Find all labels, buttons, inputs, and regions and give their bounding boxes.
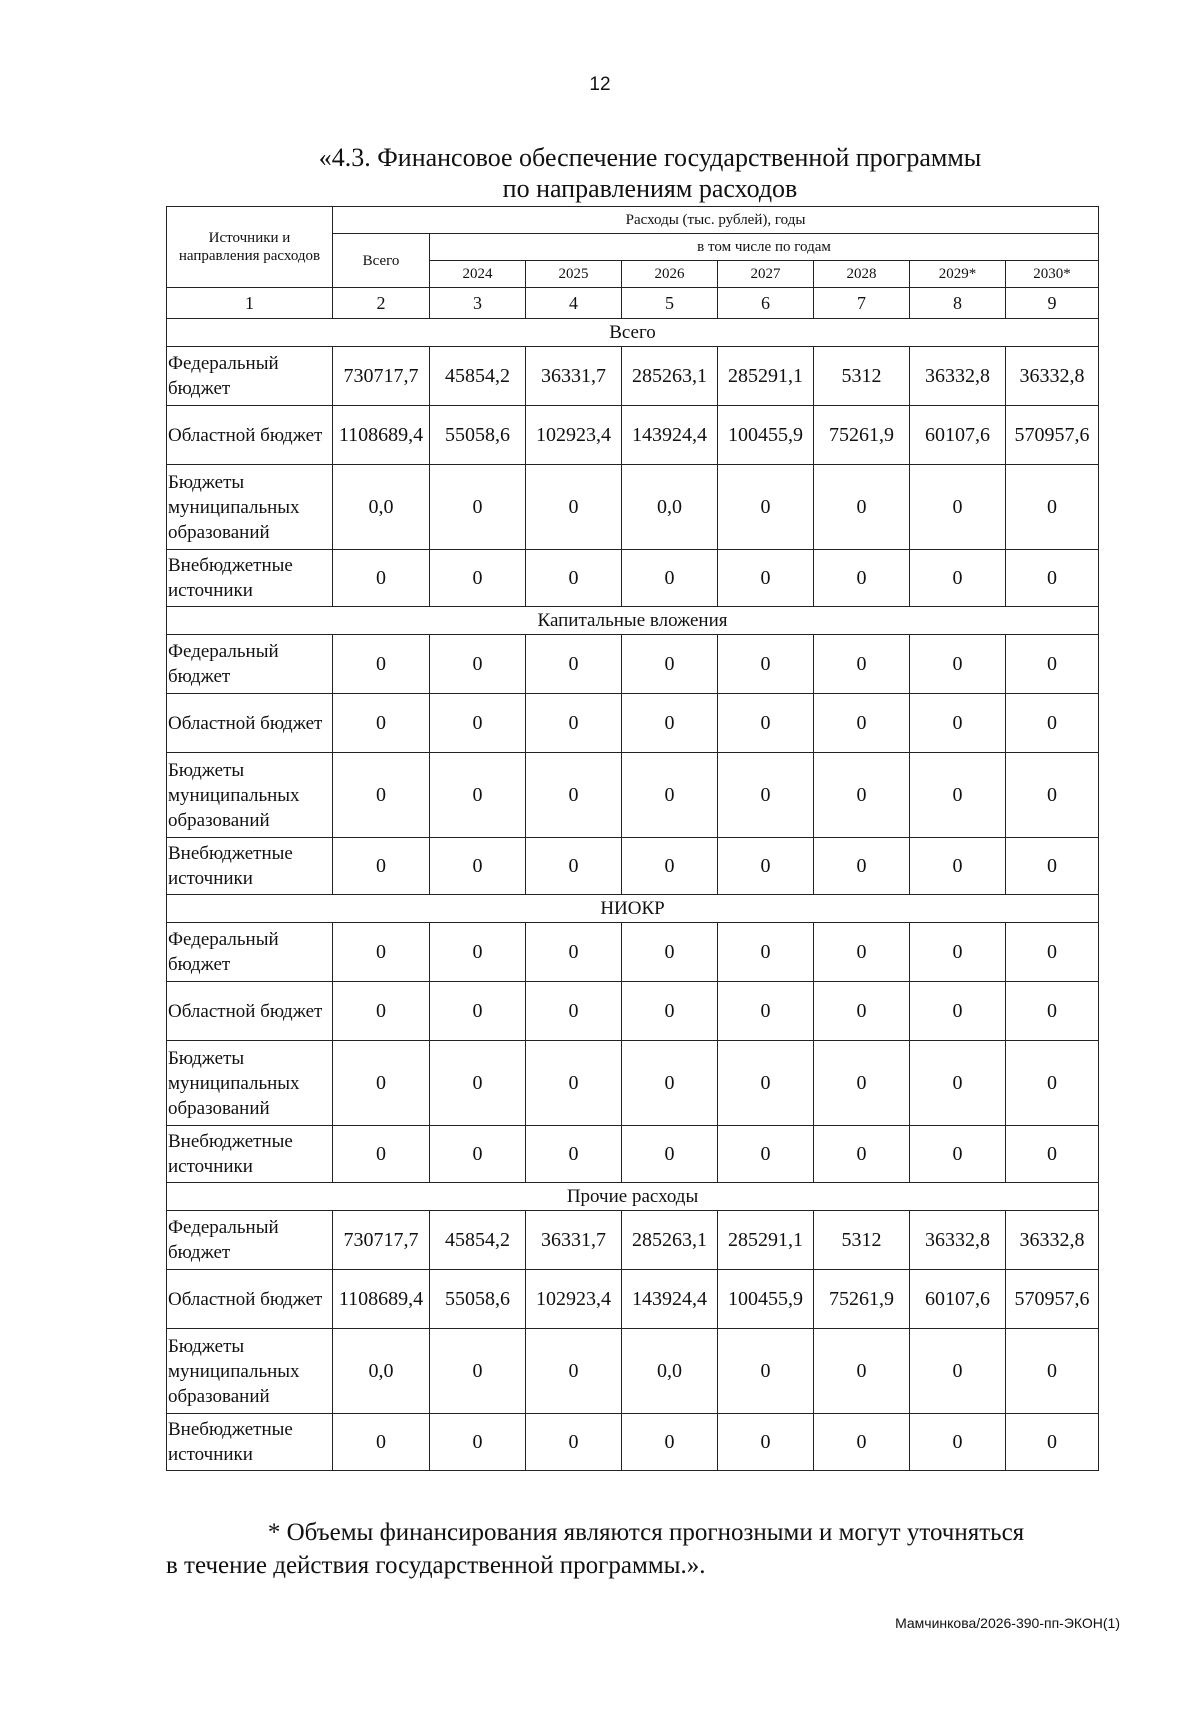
table-cell: 570957,6 — [1006, 406, 1099, 465]
table-cell: 0 — [910, 1041, 1006, 1126]
table-cell: 570957,6 — [1006, 1270, 1099, 1329]
table-row — [167, 1211, 1099, 1270]
table-row — [167, 982, 1099, 1041]
table-row — [167, 838, 1099, 895]
table-cell: 0 — [622, 923, 718, 982]
table-cell: 0 — [1006, 1041, 1099, 1126]
table-cell: 0 — [910, 550, 1006, 607]
table-row — [167, 1041, 1099, 1126]
table-cell: 0 — [910, 1414, 1006, 1471]
column-number: 7 — [814, 288, 910, 319]
table-cell: 0,0 — [622, 465, 718, 550]
table-cell: 0 — [814, 923, 910, 982]
table-cell: 0 — [333, 635, 430, 694]
table-cell: 0 — [526, 838, 622, 895]
table-cell: 0 — [333, 550, 430, 607]
column-number: 3 — [430, 288, 526, 319]
table-cell: 0 — [622, 838, 718, 895]
header-year: 2027 — [718, 261, 814, 288]
table-cell: 0 — [910, 1329, 1006, 1414]
table-row — [167, 1414, 1099, 1471]
table-cell: 0 — [718, 1041, 814, 1126]
table-cell: 36331,7 — [526, 347, 622, 406]
table-cell: 0 — [814, 1329, 910, 1414]
table-cell: 36332,8 — [910, 347, 1006, 406]
row-label: Федеральный бюджет — [167, 923, 333, 982]
table-cell: 60107,6 — [910, 406, 1006, 465]
table-cell: 0 — [910, 923, 1006, 982]
table-cell: 0 — [333, 1126, 430, 1183]
table-cell: 0 — [814, 1414, 910, 1471]
table-cell: 0 — [430, 635, 526, 694]
table-cell: 1108689,4 — [333, 406, 430, 465]
table-cell: 730717,7 — [333, 347, 430, 406]
title-line-1: «4.3. Финансовое обеспечение государственной программы — [318, 143, 982, 172]
table-cell: 0 — [430, 1414, 526, 1471]
table-cell: 0 — [814, 694, 910, 753]
table-cell: 0 — [622, 635, 718, 694]
row-label: Федеральный бюджет — [167, 347, 333, 406]
header-year: 2026 — [622, 261, 718, 288]
header-expenses: Расходы (тыс. рублей), годы — [333, 207, 1099, 234]
page-number: 12 — [589, 74, 611, 95]
column-number: 2 — [333, 288, 430, 319]
table-cell: 0 — [814, 982, 910, 1041]
row-label: Бюджеты муниципальных образований — [167, 1041, 333, 1126]
table-cell: 0 — [910, 694, 1006, 753]
table-cell: 285291,1 — [718, 1211, 814, 1270]
table-cell: 0 — [718, 694, 814, 753]
table-cell: 0 — [622, 694, 718, 753]
table-cell: 36332,8 — [1006, 1211, 1099, 1270]
column-number: 9 — [1006, 288, 1099, 319]
table-cell: 0 — [1006, 635, 1099, 694]
table-cell: 0 — [430, 838, 526, 895]
table-cell: 0 — [910, 982, 1006, 1041]
table-cell: 0 — [430, 465, 526, 550]
table-cell: 0 — [814, 1041, 910, 1126]
table-cell: 0 — [526, 550, 622, 607]
table-cell: 285263,1 — [622, 1211, 718, 1270]
table-row — [167, 635, 1099, 694]
title-line-2: по направлениям расходов — [502, 174, 798, 203]
table-row — [167, 406, 1099, 465]
header-year: 2029* — [910, 261, 1006, 288]
table-cell: 143924,4 — [622, 1270, 718, 1329]
table-cell: 0 — [814, 838, 910, 895]
table-row — [167, 550, 1099, 607]
table-cell: 45854,2 — [430, 347, 526, 406]
row-label: Внебюджетные источники — [167, 550, 333, 607]
table-cell: 0 — [1006, 1329, 1099, 1414]
table-cell: 75261,9 — [814, 1270, 910, 1329]
section-title: Всего — [167, 319, 1099, 347]
table-cell: 0 — [718, 635, 814, 694]
table-cell: 0 — [1006, 1414, 1099, 1471]
footnote-line-1: * Объемы финансирования являются прогнозными и могут уточняться — [267, 1519, 1025, 1546]
table-cell: 143924,4 — [622, 406, 718, 465]
table-cell: 0 — [430, 1041, 526, 1126]
header-year: 2028 — [814, 261, 910, 288]
table-cell: 0 — [910, 753, 1006, 838]
header-year: 2024 — [430, 261, 526, 288]
header-by-years: в том числе по годам — [430, 234, 1099, 261]
table-cell: 0 — [1006, 753, 1099, 838]
row-label: Бюджеты муниципальных образований — [167, 465, 333, 550]
table-cell: 60107,6 — [910, 1270, 1006, 1329]
table-cell: 0,0 — [333, 465, 430, 550]
table-cell: 0 — [430, 550, 526, 607]
table-cell: 0 — [718, 1329, 814, 1414]
table-cell: 0 — [1006, 1126, 1099, 1183]
header-year: 2025 — [526, 261, 622, 288]
table-row — [167, 753, 1099, 838]
table-row — [167, 347, 1099, 406]
row-label: Областной бюджет — [167, 982, 333, 1041]
table-cell: 1108689,4 — [333, 1270, 430, 1329]
table-cell: 0 — [622, 753, 718, 838]
table-cell: 0 — [1006, 838, 1099, 895]
table-cell: 0 — [718, 753, 814, 838]
table-cell: 730717,7 — [333, 1211, 430, 1270]
table-cell: 0 — [718, 838, 814, 895]
table-cell: 0 — [622, 1126, 718, 1183]
table-cell: 0 — [333, 838, 430, 895]
table-cell: 0 — [526, 1329, 622, 1414]
table-cell: 0 — [622, 982, 718, 1041]
table-cell: 0 — [814, 635, 910, 694]
row-label: Внебюджетные источники — [167, 838, 333, 895]
column-number: 1 — [167, 288, 333, 319]
table-cell: 0 — [910, 838, 1006, 895]
table-cell: 0 — [333, 1414, 430, 1471]
table-cell: 0 — [333, 694, 430, 753]
table-cell: 0 — [814, 465, 910, 550]
table-cell: 0 — [910, 1126, 1006, 1183]
table-cell: 55058,6 — [430, 1270, 526, 1329]
table-cell: 0 — [430, 1126, 526, 1183]
table-cell: 0 — [1006, 550, 1099, 607]
table-cell: 0 — [526, 982, 622, 1041]
table-cell: 55058,6 — [430, 406, 526, 465]
table-cell: 0 — [430, 694, 526, 753]
table-row — [167, 694, 1099, 753]
table-cell: 0 — [526, 1126, 622, 1183]
table-cell: 0 — [526, 753, 622, 838]
row-label: Внебюджетные источники — [167, 1414, 333, 1471]
table-cell: 0 — [430, 982, 526, 1041]
table-cell: 0 — [526, 465, 622, 550]
column-number: 8 — [910, 288, 1006, 319]
table-cell: 0 — [526, 635, 622, 694]
table-cell: 0 — [718, 1126, 814, 1183]
table-cell: 102923,4 — [526, 406, 622, 465]
row-label: Бюджеты муниципальных образований — [167, 1329, 333, 1414]
table-cell: 0 — [1006, 465, 1099, 550]
table-cell: 0 — [910, 635, 1006, 694]
table-cell: 0 — [430, 753, 526, 838]
table-cell: 0 — [1006, 923, 1099, 982]
table-cell: 0 — [814, 1126, 910, 1183]
table-cell: 100455,9 — [718, 406, 814, 465]
table-cell: 75261,9 — [814, 406, 910, 465]
table-cell: 0,0 — [333, 1329, 430, 1414]
table-cell: 0 — [1006, 982, 1099, 1041]
table-cell: 102923,4 — [526, 1270, 622, 1329]
table-cell: 36331,7 — [526, 1211, 622, 1270]
table-cell: 0 — [333, 982, 430, 1041]
row-label: Областной бюджет — [167, 694, 333, 753]
header-total: Всего — [333, 234, 430, 288]
section-title: Капитальные вложения — [167, 607, 1099, 635]
table-cell: 0 — [526, 923, 622, 982]
row-label: Областной бюджет — [167, 1270, 333, 1329]
table-cell: 0 — [910, 465, 1006, 550]
table-cell: 5312 — [814, 1211, 910, 1270]
table-cell: 0 — [718, 465, 814, 550]
column-number: 6 — [718, 288, 814, 319]
row-label: Внебюджетные источники — [167, 1126, 333, 1183]
table-cell: 0 — [430, 923, 526, 982]
section-title: НИОКР — [167, 895, 1099, 923]
footnote-line-2: в течение действия государственной программы.». — [166, 1552, 706, 1579]
table-cell: 100455,9 — [718, 1270, 814, 1329]
section-title: Прочие расходы — [167, 1183, 1099, 1211]
header-sources: Источники и направления расходов — [167, 207, 333, 288]
table-cell: 0 — [718, 982, 814, 1041]
table-row — [167, 1126, 1099, 1183]
table-row — [167, 465, 1099, 550]
table-cell: 0 — [526, 694, 622, 753]
table-cell: 0 — [333, 923, 430, 982]
table-cell: 0 — [622, 1041, 718, 1126]
header-year: 2030* — [1006, 261, 1099, 288]
table-cell: 5312 — [814, 347, 910, 406]
table-cell: 0 — [622, 550, 718, 607]
table-row — [167, 1329, 1099, 1414]
row-label: Федеральный бюджет — [167, 1211, 333, 1270]
footnote — [166, 1516, 1126, 1582]
table-cell: 0 — [718, 1414, 814, 1471]
table-cell: 0 — [526, 1414, 622, 1471]
row-label: Областной бюджет — [167, 406, 333, 465]
financing-table — [166, 206, 1099, 1471]
row-label: Федеральный бюджет — [167, 635, 333, 694]
row-label: Бюджеты муниципальных образований — [167, 753, 333, 838]
table-cell: 285291,1 — [718, 347, 814, 406]
table-cell: 0 — [814, 753, 910, 838]
column-number: 4 — [526, 288, 622, 319]
table-cell: 0 — [622, 1414, 718, 1471]
document-title — [250, 142, 1050, 204]
table-row — [167, 923, 1099, 982]
table-cell: 0 — [333, 753, 430, 838]
table-cell: 0 — [526, 1041, 622, 1126]
column-number: 5 — [622, 288, 718, 319]
table-row — [167, 1270, 1099, 1329]
table-cell: 0 — [430, 1329, 526, 1414]
table-cell: 0 — [814, 550, 910, 607]
table-cell: 0 — [1006, 694, 1099, 753]
document-signature: Мамчинкова/2026-390-пп-ЭКОН(1) — [895, 1615, 1120, 1631]
table-cell: 0,0 — [622, 1329, 718, 1414]
table-cell: 285263,1 — [622, 347, 718, 406]
table-cell: 0 — [333, 1041, 430, 1126]
table-cell: 45854,2 — [430, 1211, 526, 1270]
table-cell: 0 — [718, 550, 814, 607]
table-cell: 36332,8 — [1006, 347, 1099, 406]
table-cell: 36332,8 — [910, 1211, 1006, 1270]
table-cell: 0 — [718, 923, 814, 982]
